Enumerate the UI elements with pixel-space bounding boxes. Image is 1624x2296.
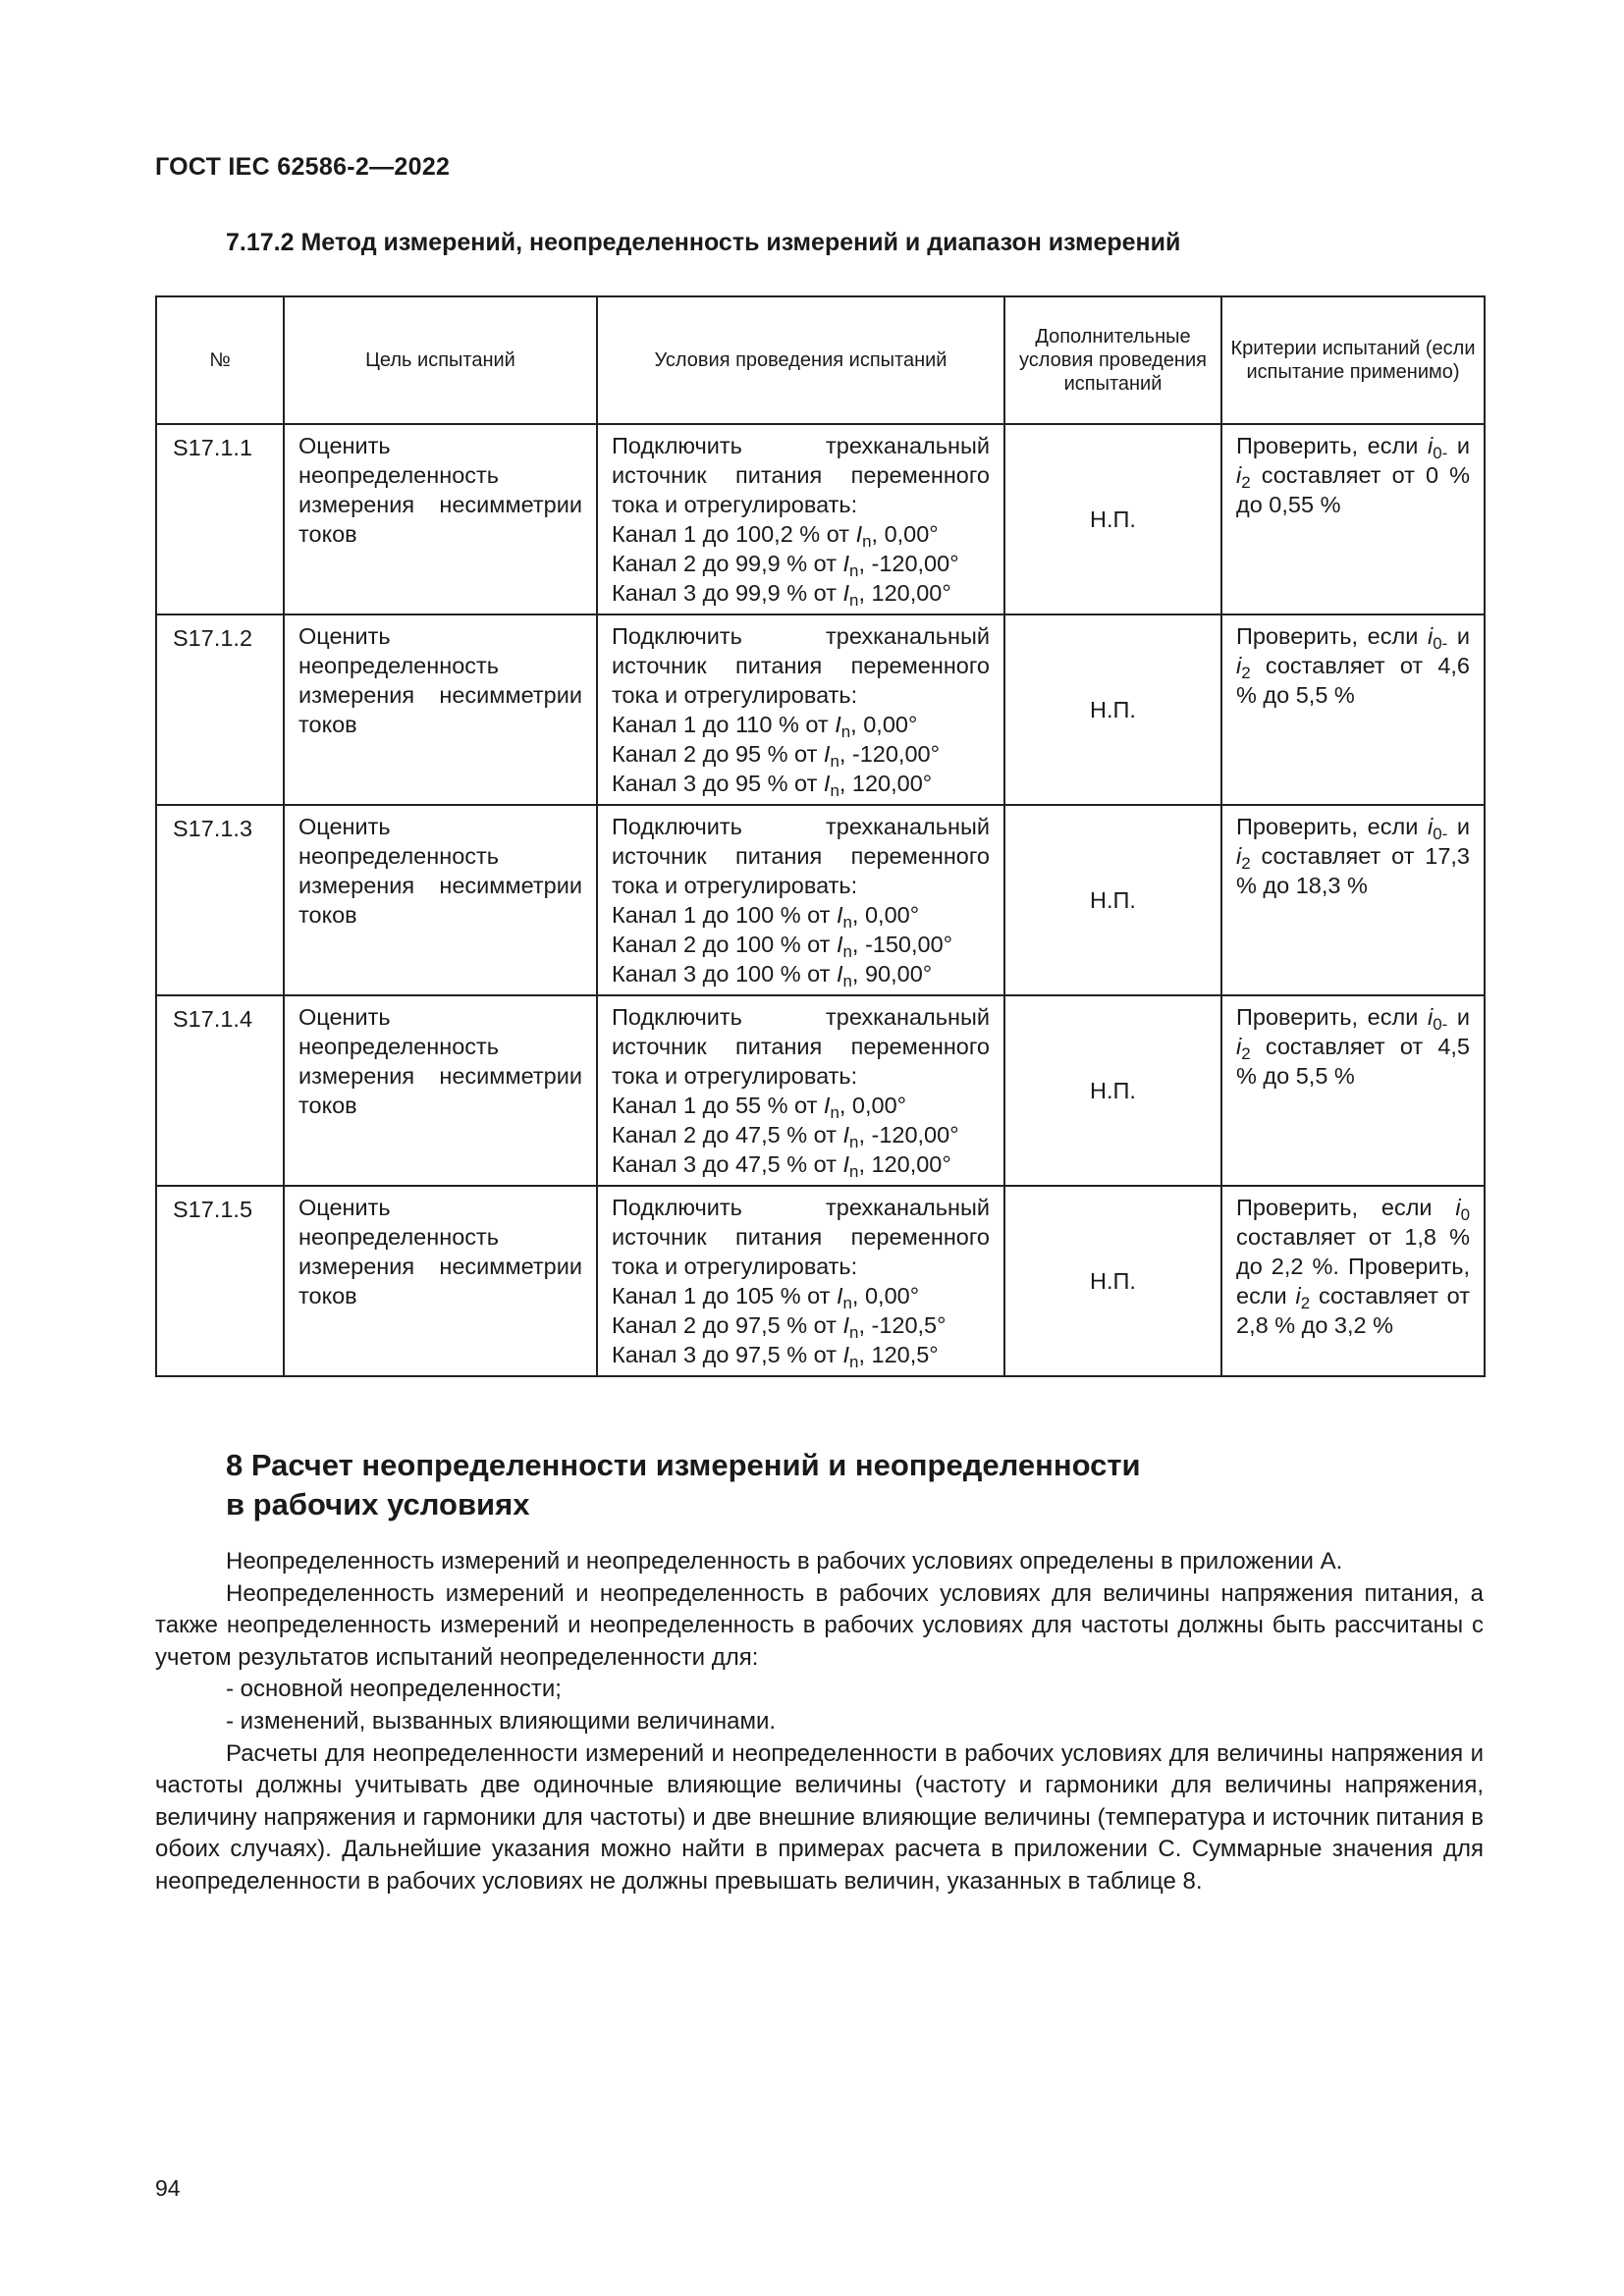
paragraph: Расчеты для неопределенности измерений и неопределенности в рабочих условиях для величины напряжения и частоты должны учитывать две одиночные влияющие величины (частоту и гармоники для величины напряжения, величину напряжения и гармоники для частоты) и две внешние влияющие величины (температура и источник питания в обоих случаях). Дальнейшие указания можно найти в примерах расчета в приложении С. Суммарные значения для неопределенности в рабочих условиях не должны превышать величин, указанных в таблице 8. [155,1739,1484,1895]
channel-line: Канал 3 до 47,5 % от $I_n$, 120,00° [612,1151,951,1182]
row-id: S17.1.1 [156,424,284,614]
row-id: S17.1.3 [156,805,284,995]
table-row [156,805,1485,995]
table-row [156,424,1485,614]
channel-line: Канал 1 до 105 % от $I_n$, 0,00° [612,1283,920,1313]
row-additional: Н.П. [1004,1186,1221,1376]
channel-line: Канал 2 до 95 % от $I_n$, -120,00° [612,741,941,772]
conditions-intro: Подключить трехканальный источник питания переменного тока и отрегулировать: [612,1195,990,1279]
conditions-intro: Подключить трехканальный источник питания переменного тока и отрегулировать: [612,433,990,517]
channel-line: Канал 1 до 100,2 % от $I_n$, 0,00° [612,521,939,552]
row-goal: Оценить неопределенность измерения несимметрии токов [284,424,597,614]
header-conditions: Условия проведения испытаний [597,296,1004,424]
channel-line: Канал 2 до 97,5 % от $I_n$, -120,5° [612,1312,947,1343]
row-additional: Н.П. [1004,614,1221,805]
channel-line: Канал 2 до 47,5 % от $I_n$, -120,00° [612,1122,959,1152]
test-table [155,295,1486,1377]
row-id: S17.1.4 [156,995,284,1186]
channel-line: Канал 3 до 100 % от $I_n$, 90,00° [612,961,933,991]
row-conditions [597,805,1004,995]
row-conditions [597,424,1004,614]
table-header-row [156,296,1485,424]
document-header: ГОСТ IEC 62586-2—2022 [155,153,451,181]
channel-line: Канал 2 до 99,9 % от $I_n$, -120,00° [612,551,959,581]
channel-line: Канал 2 до 100 % от $I_n$, -150,00° [612,932,953,962]
channel-line: Канал 1 до 100 % от $I_n$, 0,00° [612,902,920,933]
channel-line: Канал 3 до 95 % от $I_n$, 120,00° [612,771,933,801]
page-number: 94 [155,2175,181,2201]
section-title [226,1446,1141,1524]
table-row [156,1186,1485,1376]
section-title-line: в рабочих условиях [226,1487,530,1522]
list-item: - основной неопределенности; [226,1676,562,1703]
section-title-line: 8 Расчет неопределенности измерений и неопределенности [226,1448,1141,1482]
row-additional: Н.П. [1004,805,1221,995]
conditions-intro: Подключить трехканальный источник питания переменного тока и отрегулировать: [612,814,990,898]
row-goal: Оценить неопределенность измерения несимметрии токов [284,614,597,805]
row-additional: Н.П. [1004,424,1221,614]
header-criteria: Критерии испытаний (если испытание применимо) [1221,296,1485,424]
conditions-intro: Подключить трехканальный источник питания переменного тока и отрегулировать: [612,1004,990,1089]
row-criteria: Проверить, если $i_{0-}$ и $i_2$ составляет от 0 % до 0,55 % [1221,424,1485,614]
body-text [155,1546,1484,1898]
row-id: S17.1.2 [156,614,284,805]
row-goal: Оценить неопределенность измерения несимметрии токов [284,995,597,1186]
table-row [156,995,1485,1186]
row-criteria: Проверить, если $i_0$ составляет от 1,8 % до 2,2 %. Проверить, если $i_2$ составляет от 2,8 % до 3,2 % [1221,1186,1485,1376]
subsection-title: 7.17.2 Метод измерений, неопределенность измерений и диапазон измерений [226,229,1181,256]
header-additional-conditions: Дополнительные условия проведения испытаний [1004,296,1221,424]
row-conditions [597,614,1004,805]
row-additional: Н.П. [1004,995,1221,1186]
row-criteria: Проверить, если $i_{0-}$ и $i_2$ составляет от 4,6 % до 5,5 % [1221,614,1485,805]
row-criteria: Проверить, если $i_{0-}$ и $i_2$ составляет от 4,5 % до 5,5 % [1221,995,1485,1186]
conditions-intro: Подключить трехканальный источник питания переменного тока и отрегулировать: [612,623,990,708]
channel-line: Канал 3 до 97,5 % от $I_n$, 120,5° [612,1342,939,1372]
channel-line: Канал 1 до 55 % от $I_n$, 0,00° [612,1093,907,1123]
row-goal: Оценить неопределенность измерения несимметрии токов [284,1186,597,1376]
paragraph: Неопределенность измерений и неопределенность в рабочих условиях определены в приложении А. [226,1548,1343,1575]
channel-line: Канал 1 до 110 % от $I_n$, 0,00° [612,712,918,742]
row-goal: Оценить неопределенность измерения несимметрии токов [284,805,597,995]
row-conditions [597,995,1004,1186]
header-number: № [156,296,284,424]
paragraph: Неопределенность измерений и неопределенность в рабочих условиях для величины напряжения питания, а также неопределенность измерений и неопределенность в рабочих условиях для частоты должны быть рассчитаны с учетом результатов испытаний неопределенности для: [155,1579,1484,1671]
list-item: - изменений, вызванных влияющими величинами. [226,1707,777,1735]
channel-line: Канал 3 до 99,9 % от $I_n$, 120,00° [612,580,951,611]
row-conditions [597,1186,1004,1376]
row-criteria: Проверить, если $i_{0-}$ и $i_2$ составляет от 17,3 % до 18,3 % [1221,805,1485,995]
row-id: S17.1.5 [156,1186,284,1376]
header-goal: Цель испытаний [284,296,597,424]
table-row [156,614,1485,805]
